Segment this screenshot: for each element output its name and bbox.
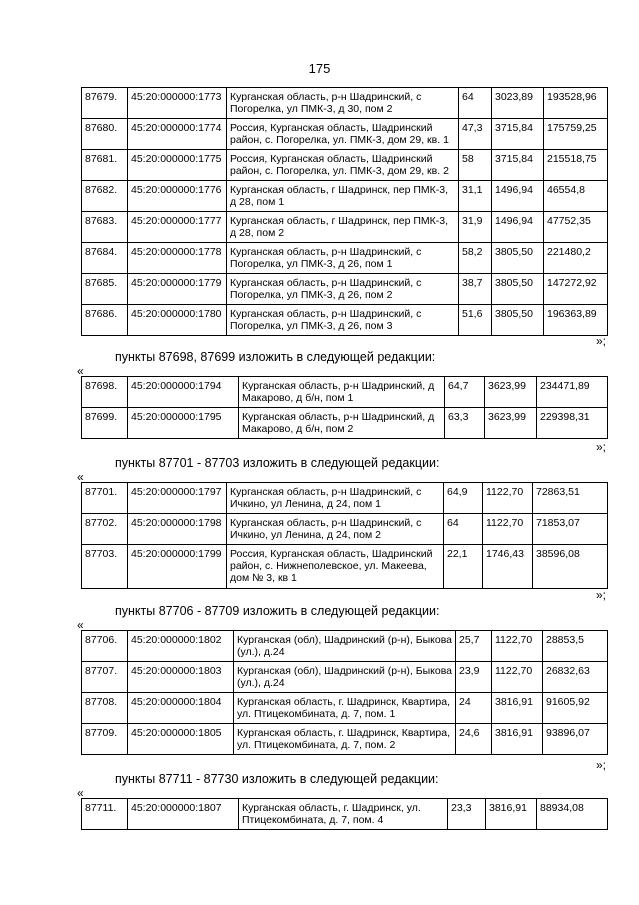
- table-row: [82, 693, 608, 724]
- address: Курганская область, г. Шадринск, ул. Птицекомбината, д. 7, пом. 4: [239, 799, 448, 830]
- table-row: [82, 119, 608, 150]
- address: Курганская область, р-н Шадринский, с Погорелка, ул ПМК-3, д 26, пом 3: [227, 305, 459, 336]
- section-heading: пункты 87706 - 87709 изложить в следующей редакции:: [115, 604, 440, 618]
- table-4: [81, 630, 608, 755]
- row-number: 87707.: [82, 662, 128, 693]
- table-row: [82, 545, 608, 589]
- table-row: [82, 662, 608, 693]
- rate: 1122,70: [492, 662, 543, 693]
- cadastral-number: 45:20:000000:1797: [128, 483, 227, 514]
- cadastral-number: 45:20:000000:1794: [128, 377, 239, 408]
- area: 64,7: [445, 377, 485, 408]
- table-row: [82, 514, 608, 545]
- area: 22,1: [444, 545, 483, 589]
- cadastral-number: 45:20:000000:1773: [128, 88, 227, 119]
- row-number: 87683.: [82, 212, 128, 243]
- address: Курганская область, р-н Шадринский, с Погорелка, ул ПМК-3, д 26, пом 2: [227, 274, 459, 305]
- row-number: 87684.: [82, 243, 128, 274]
- value: 175759,25: [544, 119, 608, 150]
- row-number: 87702.: [82, 514, 128, 545]
- cadastral-number: 45:20:000000:1802: [128, 631, 234, 662]
- area: 64: [459, 88, 492, 119]
- table-row: [82, 243, 608, 274]
- area: 58,2: [459, 243, 492, 274]
- value: 215518,75: [544, 150, 608, 181]
- address: Россия, Курганская область, Шадринский район, с. Нижнеполевское, ул. Макеева, дом № 3, кв 1: [227, 545, 444, 589]
- open-quote: «: [77, 364, 84, 378]
- table-1: [81, 87, 608, 336]
- rate: 3805,50: [492, 305, 544, 336]
- address: Курганская область, г Шадринск, пер ПМК-3, д 28, пом 1: [227, 181, 459, 212]
- value: 88934,08: [537, 799, 608, 830]
- table-row: [82, 150, 608, 181]
- table-2: [81, 376, 608, 439]
- table-row: [82, 724, 608, 755]
- open-quote: «: [77, 618, 84, 632]
- value: 47752,35: [544, 212, 608, 243]
- rate: 3715,84: [492, 150, 544, 181]
- cadastral-number: 45:20:000000:1775: [128, 150, 227, 181]
- address: Курганская область, г. Шадринск, Квартира, ул. Птицекомбината, д. 7, пом. 1: [234, 693, 456, 724]
- value: 221480,2: [544, 243, 608, 274]
- address: Россия, Курганская область, Шадринский район, с. Погорелка, ул. ПМК-3, дом 29, кв. 1: [227, 119, 459, 150]
- value: 93896,07: [543, 724, 608, 755]
- table-row: [82, 212, 608, 243]
- area: 58: [459, 150, 492, 181]
- rate: 1496,94: [492, 181, 544, 212]
- row-number: 87681.: [82, 150, 128, 181]
- rate: 3816,91: [492, 693, 543, 724]
- value: 46554,8: [544, 181, 608, 212]
- value: 38596,08: [533, 545, 608, 589]
- value: 229398,31: [537, 408, 608, 439]
- cadastral-number: 45:20:000000:1807: [128, 799, 239, 830]
- row-number: 87709.: [82, 724, 128, 755]
- close-quote: »;: [596, 334, 607, 348]
- value: 91605,92: [543, 693, 608, 724]
- address: Курганская область, р-н Шадринский, с Ичкино, ул Ленина, д 24, пом 1: [227, 483, 444, 514]
- address: Курганская область, р-н Шадринский, с Ичкино, ул Ленина, д 24, пом 2: [227, 514, 444, 545]
- table-row: [82, 274, 608, 305]
- cadastral-number: 45:20:000000:1799: [128, 545, 227, 589]
- value: 234471,89: [537, 377, 608, 408]
- rate: 3023,89: [492, 88, 544, 119]
- area: 23,3: [448, 799, 486, 830]
- rate: 3623,99: [485, 377, 537, 408]
- row-number: 87699.: [82, 408, 128, 439]
- area: 31,1: [459, 181, 492, 212]
- rate: 3805,50: [492, 243, 544, 274]
- address: Курганская область, г Шадринск, пер ПМК-3, д 28, пом 2: [227, 212, 459, 243]
- section-heading: пункты 87698, 87699 изложить в следующей редакции:: [115, 350, 436, 364]
- close-quote: »;: [596, 588, 607, 602]
- row-number: 87680.: [82, 119, 128, 150]
- rate: 3805,50: [492, 274, 544, 305]
- row-number: 87679.: [82, 88, 128, 119]
- table-3: [81, 482, 608, 589]
- page-number: 175: [308, 61, 331, 76]
- table-5: [81, 798, 608, 830]
- row-number: 87701.: [82, 483, 128, 514]
- cadastral-number: 45:20:000000:1803: [128, 662, 234, 693]
- table-row: [82, 631, 608, 662]
- rate: 3816,91: [492, 724, 543, 755]
- cadastral-number: 45:20:000000:1795: [128, 408, 239, 439]
- value: 193528,96: [544, 88, 608, 119]
- address: Курганская область, р-н Шадринский, с Погорелка, ул ПМК-3, д 26, пом 1: [227, 243, 459, 274]
- address: Курганская (обл), Шадринский (р-н), Быкова (ул.), д.24: [234, 631, 456, 662]
- close-quote: »;: [596, 758, 607, 772]
- table-row: [82, 483, 608, 514]
- row-number: 87698.: [82, 377, 128, 408]
- value: 196363,89: [544, 305, 608, 336]
- close-quote: »;: [596, 440, 607, 454]
- address: Курганская область, г. Шадринск, Квартира, ул. Птицекомбината, д. 7, пом. 2: [234, 724, 456, 755]
- address: Курганская область, р-н Шадринский, д Макарово, д б/н, пом 1: [239, 377, 445, 408]
- rate: 3816,91: [486, 799, 537, 830]
- cadastral-number: 45:20:000000:1780: [128, 305, 227, 336]
- table-row: [82, 408, 608, 439]
- rate: 3715,84: [492, 119, 544, 150]
- area: 31,9: [459, 212, 492, 243]
- section-heading: пункты 87701 - 87703 изложить в следующей редакции:: [115, 456, 440, 470]
- section-heading: пункты 87711 - 87730 изложить в следующей редакции:: [115, 772, 439, 786]
- row-number: 87708.: [82, 693, 128, 724]
- rate: 1122,70: [483, 514, 533, 545]
- cadastral-number: 45:20:000000:1804: [128, 693, 234, 724]
- row-number: 87682.: [82, 181, 128, 212]
- area: 24: [456, 693, 492, 724]
- address: Курганская область, р-н Шадринский, с Погорелка, ул ПМК-3, д 30, пом 2: [227, 88, 459, 119]
- table-row: [82, 799, 608, 830]
- row-number: 87686.: [82, 305, 128, 336]
- open-quote: «: [77, 786, 84, 800]
- row-number: 87685.: [82, 274, 128, 305]
- row-number: 87706.: [82, 631, 128, 662]
- area: 64: [444, 514, 483, 545]
- area: 24,6: [456, 724, 492, 755]
- rate: 1122,70: [492, 631, 543, 662]
- address: Курганская область, р-н Шадринский, д Макарово, д б/н, пом 2: [239, 408, 445, 439]
- area: 63,3: [445, 408, 485, 439]
- area: 64,9: [444, 483, 483, 514]
- table-row: [82, 377, 608, 408]
- cadastral-number: 45:20:000000:1779: [128, 274, 227, 305]
- cadastral-number: 45:20:000000:1778: [128, 243, 227, 274]
- cadastral-number: 45:20:000000:1776: [128, 181, 227, 212]
- area: 38,7: [459, 274, 492, 305]
- value: 71853,07: [533, 514, 608, 545]
- open-quote: «: [77, 470, 84, 484]
- table-row: [82, 305, 608, 336]
- cadastral-number: 45:20:000000:1777: [128, 212, 227, 243]
- cadastral-number: 45:20:000000:1798: [128, 514, 227, 545]
- area: 25,7: [456, 631, 492, 662]
- value: 28853,5: [543, 631, 608, 662]
- rate: 1496,94: [492, 212, 544, 243]
- cadastral-number: 45:20:000000:1774: [128, 119, 227, 150]
- value: 147272,92: [544, 274, 608, 305]
- rate: 3623,99: [485, 408, 537, 439]
- area: 23,9: [456, 662, 492, 693]
- address: Россия, Курганская область, Шадринский район, с. Погорелка, ул. ПМК-3, дом 29, кв. 2: [227, 150, 459, 181]
- value: 72863,51: [533, 483, 608, 514]
- address: Курганская (обл), Шадринский (р-н), Быкова (ул.), д.24: [234, 662, 456, 693]
- rate: 1746,43: [483, 545, 533, 589]
- rate: 1122,70: [483, 483, 533, 514]
- value: 26832,63: [543, 662, 608, 693]
- area: 47,3: [459, 119, 492, 150]
- table-row: [82, 181, 608, 212]
- row-number: 87711.: [82, 799, 128, 830]
- table-row: [82, 88, 608, 119]
- cadastral-number: 45:20:000000:1805: [128, 724, 234, 755]
- row-number: 87703.: [82, 545, 128, 589]
- area: 51,6: [459, 305, 492, 336]
